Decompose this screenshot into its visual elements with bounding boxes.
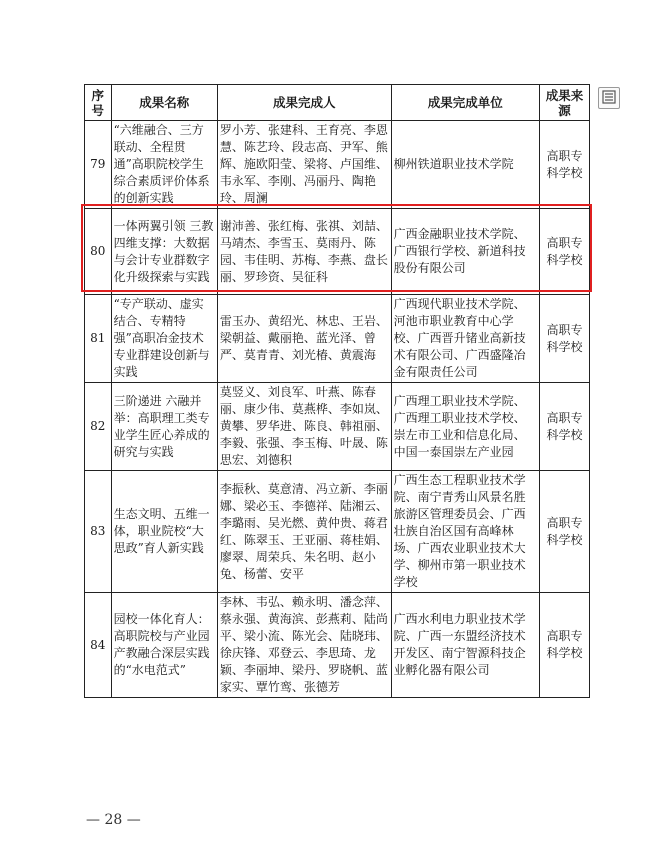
row-unit: 广西理工职业技术学院、广西理工职业技术学校、崇左市工业和信息化局、中国一泰国崇左产业园 <box>391 383 539 471</box>
header-name: 成果名称 <box>111 85 217 121</box>
table-row <box>85 383 590 471</box>
qr-scan-button[interactable] <box>598 87 620 109</box>
table-row <box>85 121 590 209</box>
row-unit: 柳州铁道职业技术学院 <box>391 121 539 209</box>
row-index: 81 <box>85 295 112 383</box>
row-unit: 广西金融职业技术学院、广西银行学校、新道科技股份有限公司 <box>391 209 539 295</box>
row-name: “专产联动、虚实结合、专精特强”高职冶金技术专业群建设创新与实践 <box>111 295 217 383</box>
row-source: 高职专科学校 <box>539 121 589 209</box>
row-people: 莫竖义、刘良军、叶燕、陈春丽、康少伟、莫燕桦、李如岚、黄攀、罗华进、陈良、韩祖丽、李毅、张强、李玉梅、叶晟、陈思宏、刘德积 <box>217 383 391 471</box>
header-people: 成果完成人 <box>217 85 391 121</box>
table-row <box>85 471 590 593</box>
row-source: 高职专科学校 <box>539 295 589 383</box>
row-name: 园校一体化育人：高职院校与产业园产教融合深层实践的“水电范式” <box>111 593 217 698</box>
row-unit: 广西现代职业技术学院、河池市职业教育中心学校、广西晋升锗业高新技术有限公司、广西盛隆冶金有限责任公司 <box>391 295 539 383</box>
row-source: 高职专科学校 <box>539 593 589 698</box>
awards-table <box>84 84 590 698</box>
row-name: 生态文明、五维一体，职业院校“大思政”育人新实践 <box>111 471 217 593</box>
row-name: “六维融合、三方联动、全程贯通”高职院校学生综合素质评价体系的创新实践 <box>111 121 217 209</box>
header-source: 成果来源 <box>539 85 589 121</box>
row-source: 高职专科学校 <box>539 383 589 471</box>
header-unit: 成果完成单位 <box>391 85 539 121</box>
table-header-row <box>85 85 590 121</box>
row-index: 83 <box>85 471 112 593</box>
row-people: 李林、韦弘、赖永明、潘念萍、蔡永强、黄海滨、彭燕莉、陆尚平、梁小流、陈光会、陆晓玮、徐庆锋、邓登云、李思琦、龙颖、李丽坤、梁丹、罗晓帆、蓝家实、覃竹鸾、张德芳 <box>217 593 391 698</box>
row-index: 79 <box>85 121 112 209</box>
header-index: 序号 <box>85 85 112 121</box>
row-people: 李振秋、莫意清、冯立新、李丽娜、梁必玉、李德祥、陆湘云、李璐雨、吴光燃、黄仲贵、蒋君红、陈翠玉、王亚丽、蒋桂娟、廖翠、周荣兵、朱名明、赵小兔、杨蕾、安平 <box>217 471 391 593</box>
qr-scan-icon <box>602 89 616 108</box>
row-unit: 广西生态工程职业技术学院、南宁青秀山风景名胜旅游区管理委员会、广西壮族自治区国有高峰林场、广西农业职业技术大学、柳州市第一职业技术学校 <box>391 471 539 593</box>
row-people: 罗小芳、张建科、王育亮、李恩慧、陈艺玲、段志高、尹军、熊辉、施欧阳莹、梁将、卢国维、韦永军、李刚、冯丽丹、陶艳玲、周澜 <box>217 121 391 209</box>
row-source: 高职专科学校 <box>539 209 589 295</box>
table-row <box>85 593 590 698</box>
row-name: 一体两翼引领 三教四维支撑：大数据与会计专业群数字化升级探索与实践 <box>111 209 217 295</box>
row-source: 高职专科学校 <box>539 471 589 593</box>
row-index: 84 <box>85 593 112 698</box>
row-index: 82 <box>85 383 112 471</box>
row-people: 谢沛善、张红梅、张祺、刘喆、马靖杰、李雪玉、莫雨丹、陈园、韦佳明、苏梅、李燕、盘长丽、罗珍资、吴征科 <box>217 209 391 295</box>
row-people: 雷玉办、黄绍光、林忠、王岩、梁朝益、戴丽艳、蓝光泽、曾严、莫青青、刘光椿、黄震海 <box>217 295 391 383</box>
row-name: 三阶递进 六融并举：高职理工类专业学生匠心养成的研究与实践 <box>111 383 217 471</box>
page-number: — 28 — <box>86 812 141 828</box>
table-row <box>85 295 590 383</box>
row-index: 80 <box>85 209 112 295</box>
table-row <box>85 209 590 295</box>
row-unit: 广西水利电力职业技术学院、广西一东盟经济技术开发区、南宁智源科技企业孵化器有限公司 <box>391 593 539 698</box>
